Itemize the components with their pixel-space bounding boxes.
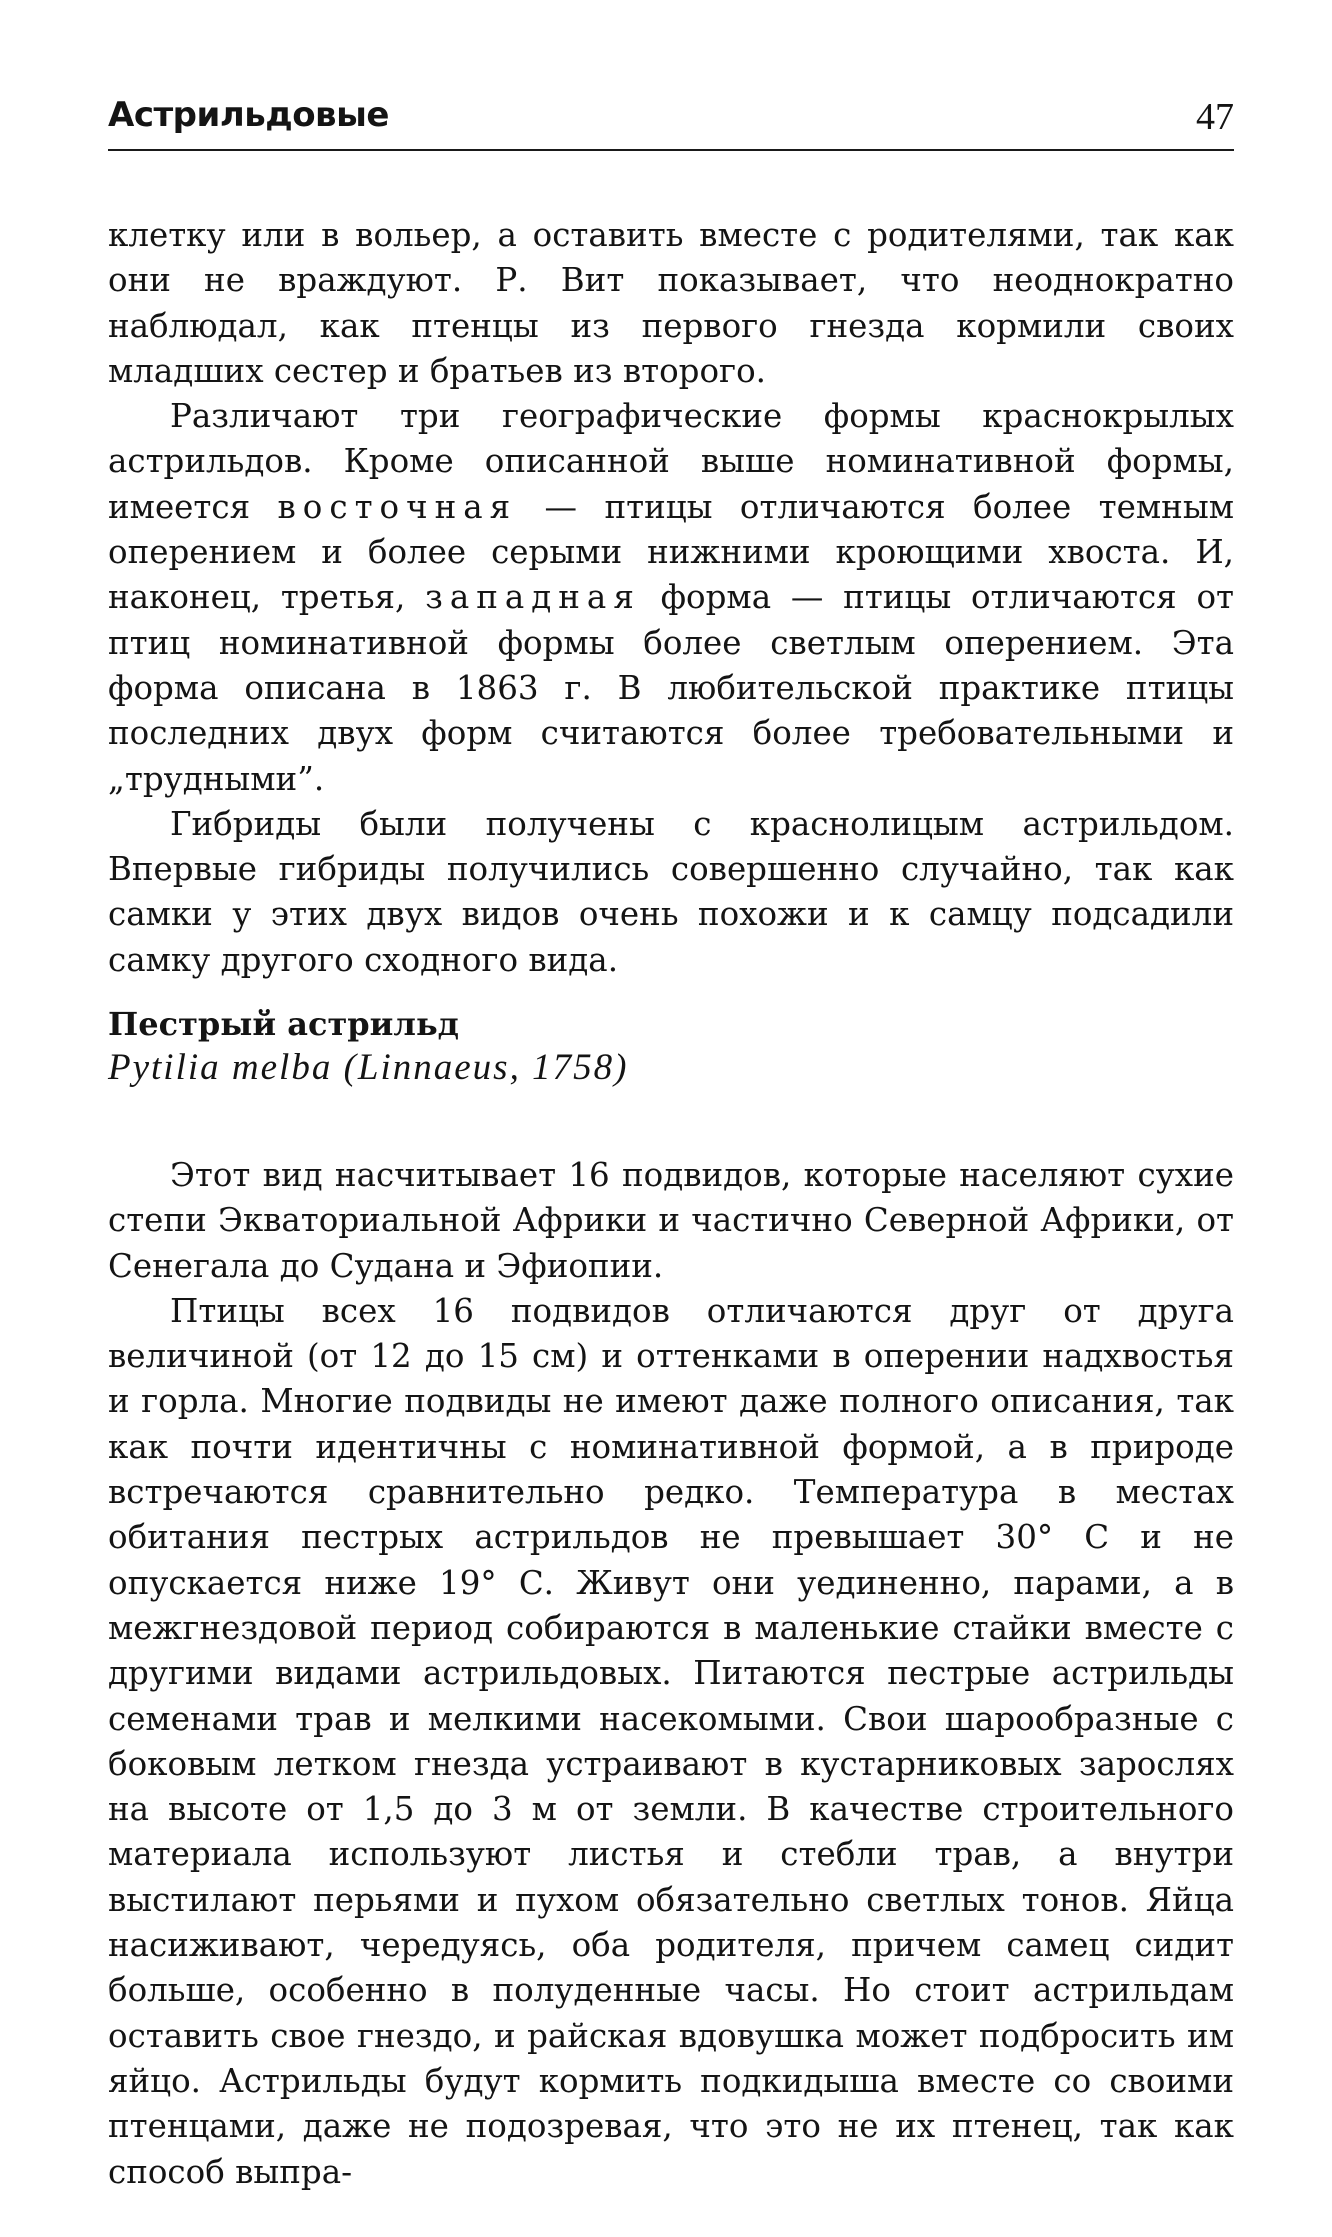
emphasis-western: западная [425, 578, 641, 617]
running-head [108, 95, 1234, 143]
header-rule [108, 149, 1234, 151]
paragraph-hybrids: Гибриды были получены с краснолицым астрильдом. Впервые гибриды получились совершенно случайно, так как самки у этих двух видов очень похожи и к самцу подсадили самку другого сходного вида. [108, 804, 1234, 979]
paragraph-geographic-forms [108, 394, 1234, 802]
paragraph-segment: форма — птицы отличаются от птиц номинативной формы более светлым оперением. Эта форма описана в 1863 г. В любительской практике птицы последних двух форм считаются более требовательными и „трудными”. [108, 578, 1234, 798]
bottom-text-block [108, 1153, 1234, 2195]
section-title: Пестрый астрильд [108, 1005, 459, 1043]
top-text-block [108, 213, 1234, 983]
emphasis-eastern: восточная [277, 487, 518, 526]
paragraph-continued: клетку или в вольер, а оставить вместе с родителями, так как они не враждуют. Р. Вит показывает, что неоднократно наблюдал, как птенцы из первого гнезда кормили своих младших сестер и братьев из второго. [108, 216, 1234, 390]
paragraph-subspecies: Этот вид насчитывает 16 подвидов, которые населяют сухие степи Экваториальной Африки и частично Северной Африки, от Сенегала до Судана и Эфиопии. [108, 1156, 1234, 1285]
paragraph-segment: Различают три географические формы краснокрылых астрильдов. Кроме описанной выше номинативной формы, имеется [108, 397, 1234, 526]
paragraph-segment: — птицы отличаются более темным оперением и более серыми нижними кроющими хвоста. И, наконец, третья, [108, 487, 1234, 617]
running-title: Астрильдовые [108, 95, 389, 135]
paragraph-description: Птицы всех 16 подвидов отличаются друг от друга величиной (от 12 до 15 см) и оттенками в оперении надхвостья и горла. Многие подвиды не имеют даже полного описания, так как почти идентичны с номинативной формой, а в природе встречаются сравнительно редко. Температура в местах обитания пестрых астрильдов не превышает 30° С и не опускается ниже 19° С. Живут они уединенно, парами, а в межгнездовой период собираются в маленькие стайки вместе с другими видами астрильдовых. Питаются пестрые астрильды семенами трав и мелкими насекомыми. Свои шарообразные с боковым летком гнезда устраивают в кустарниковых зарослях на высоте от 1,5 до 3 м от земли. В качестве строительного материала используют листья и стебли трав, а внутри выстилают перьями и пухом обязательно светлых тонов. Яйца насиживают, чередуясь, оба родителя, причем самец сидит больше, особенно в полуденные часы. Но стоит астрильдам оставить свое гнездо, и райская вдовушка может подбросить им яйцо. Астрильды будут кормить подкидыша вместе со своими птенцами, даже не подозревая, что это не их птенец, так как способ выпра- [108, 1291, 1234, 2191]
species-latin-name: Pytilia melba (Linnaeus, 1758) [108, 1047, 629, 1088]
page-number: 47 [1196, 96, 1234, 138]
